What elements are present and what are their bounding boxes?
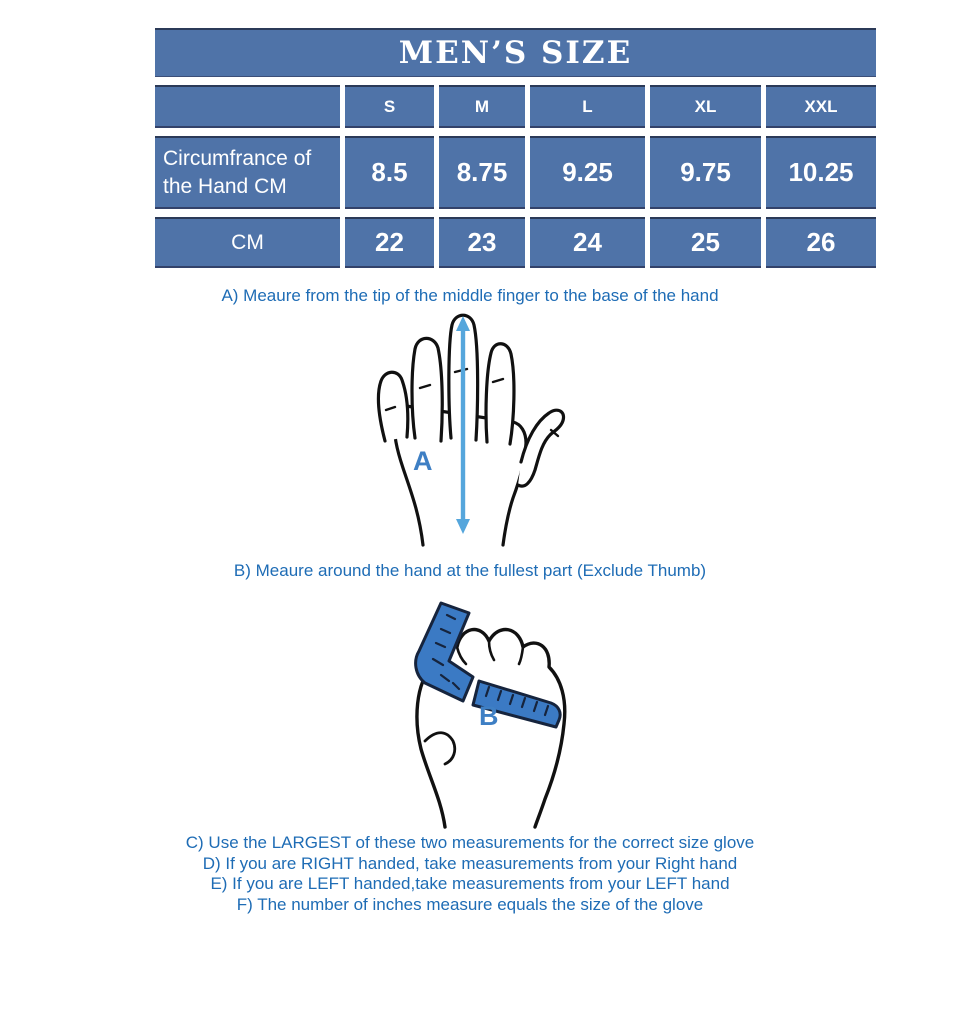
cm-value-xl: 25 (650, 217, 761, 268)
circumference-value-m: 8.75 (439, 136, 525, 209)
size-chart-table (155, 28, 876, 268)
cm-value-xxl: 26 (766, 217, 876, 268)
instructions-footer (0, 833, 940, 915)
cm-value-s: 22 (345, 217, 434, 268)
circumference-value-s: 8.5 (345, 136, 434, 209)
hand-a-label: A (413, 446, 433, 476)
size-header-s: S (345, 85, 434, 128)
circumference-value-l: 9.25 (530, 136, 645, 209)
size-header-xl: XL (650, 85, 761, 128)
table-corner-cell (155, 85, 340, 128)
circumference-value-xl: 9.75 (650, 136, 761, 209)
fist-hand-icon (381, 589, 591, 829)
hand-measure-circumference-illustration (381, 589, 591, 829)
instruction-d: D) If you are RIGHT handed, take measurements from your Right hand (202, 853, 738, 873)
size-grid (155, 85, 876, 268)
instruction-a: A) Meaure from the tip of the middle finger to the base of the hand (221, 286, 719, 305)
row-label-circumference: Circumfrance of the Hand CM (155, 136, 340, 209)
size-header-xxl: XXL (766, 85, 876, 128)
row-label-cm: CM (155, 217, 340, 268)
size-header-m: M (439, 85, 525, 128)
size-header-l: L (530, 85, 645, 128)
instruction-b: B) Meaure around the hand at the fullest part (Exclude Thumb) (233, 561, 707, 580)
table-title: MEN’S SIZE (155, 28, 876, 77)
circumference-value-xxl: 10.25 (766, 136, 876, 209)
hand-b-label: B (479, 701, 499, 731)
hand-measure-length-illustration (355, 310, 570, 547)
instruction-e: E) If you are LEFT handed,take measurements from your LEFT hand (210, 874, 730, 893)
cm-value-l: 24 (530, 217, 645, 268)
cm-value-m: 23 (439, 217, 525, 268)
instruction-c: C) Use the LARGEST of these two measurements for the correct size glove (185, 833, 755, 852)
open-hand-icon (355, 310, 570, 547)
instruction-f: F) The number of inches measure equals the size of the glove (236, 894, 704, 914)
